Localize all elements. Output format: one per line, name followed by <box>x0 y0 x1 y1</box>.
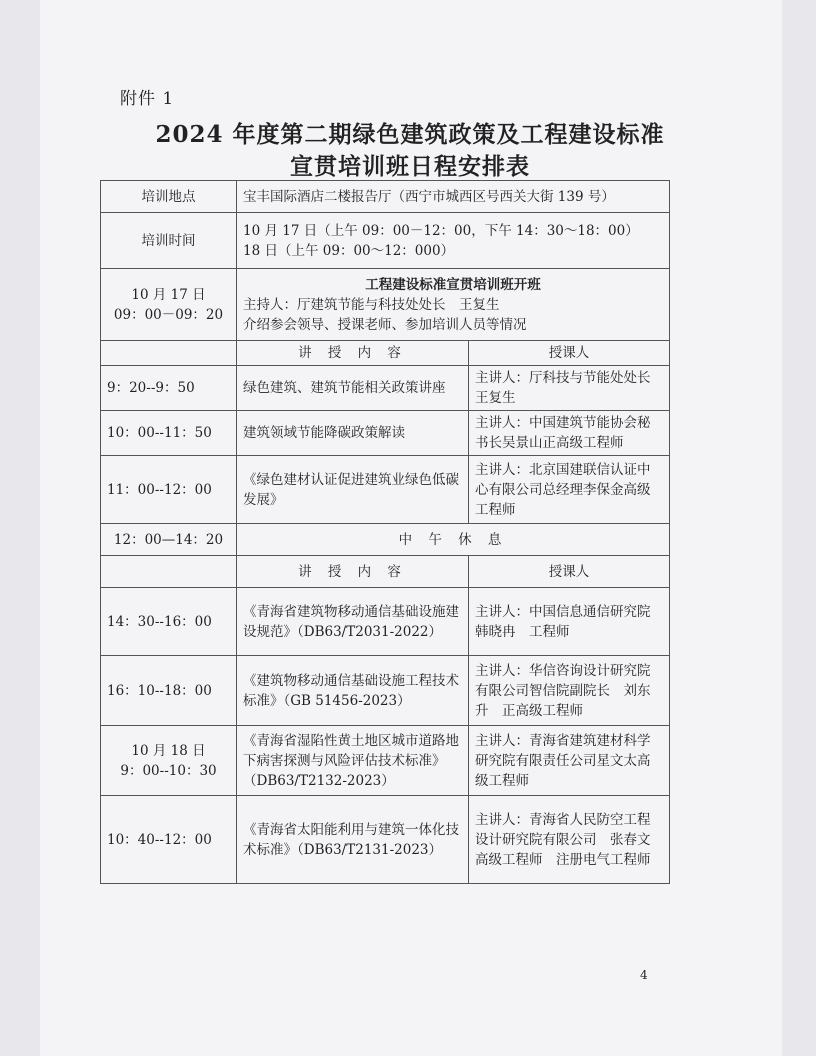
venue-label: 培训地点 <box>101 181 237 213</box>
opening-time: 09：00－09：20 <box>113 306 224 323</box>
lunch-time: 12：00—14：20 <box>101 524 237 556</box>
session-time: 10：40--12：00 <box>101 796 237 884</box>
session-topic: 《建筑物移动通信基础设施工程技术标准》（GB 51456-2023） <box>237 656 469 726</box>
session-lecturer: 主讲人：中国信息通信研究院 韩晓冉 工程师 <box>469 588 670 656</box>
page-number: 4 <box>640 968 648 982</box>
session-lecturer: 主讲人：中国建筑节能协会秘书长吴景山正高级工程师 <box>469 411 670 456</box>
session-topic: 《青海省建筑物移动通信基础设施建设规范》（DB63/T2031-2022） <box>237 588 469 656</box>
attachment-label: 附件 1 <box>120 89 175 109</box>
document-title-line2: 宣贯培训班日程安排表 <box>290 153 530 180</box>
session-date: 10 月 18 日 <box>131 742 206 759</box>
header-lecturer: 授课人 <box>469 556 670 588</box>
table-header-row <box>101 341 670 366</box>
session-row <box>101 588 670 656</box>
session-topic: 建筑领域节能降碳政策解读 <box>237 411 469 456</box>
opening-intro: 介绍参会领导、授课老师、参加培训人员等情况 <box>243 316 527 333</box>
document-title-line1: 2024 年度第二期绿色建筑政策及工程建设标准 <box>155 121 665 148</box>
session-lecturer: 主讲人：北京国建联信认证中心有限公司总经理李保金高级工程师 <box>469 456 670 524</box>
session-topic: 《青海省太阳能利用与建筑一体化技术标准》（DB63/T2131-2023） <box>237 796 469 884</box>
session-topic: 《绿色建材认证促进建筑业绿色低碳发展》 <box>237 456 469 524</box>
venue-value: 宝丰国际酒店二楼报告厅（西宁市城西区号西关大街 139 号） <box>237 181 670 213</box>
header-blank-cell <box>101 556 237 588</box>
lunch-label: 中 午 休 息 <box>237 524 670 556</box>
header-lecturer: 授课人 <box>469 341 670 366</box>
venue-row <box>101 181 670 213</box>
time-row <box>101 213 670 269</box>
session-row <box>101 656 670 726</box>
table-header-row <box>101 556 670 588</box>
session-topic: 《青海省湿陷性黄土地区城市道路地下病害探测与风险评估技术标准》（DB63/T2132-2023） <box>237 726 469 796</box>
header-content: 讲 授 内 容 <box>237 341 469 366</box>
header-content: 讲 授 内 容 <box>237 556 469 588</box>
session-lecturer: 主讲人：厅科技与节能处处长 王复生 <box>469 366 670 411</box>
session-time: 16：10--18：00 <box>101 656 237 726</box>
schedule-table <box>100 180 670 884</box>
opening-datetime <box>101 269 237 341</box>
opening-row <box>101 269 670 341</box>
session-time: 10：00--11：50 <box>101 411 237 456</box>
session-datetime <box>101 726 237 796</box>
session-row <box>101 796 670 884</box>
time-value <box>237 213 670 269</box>
opening-details <box>237 269 670 341</box>
opening-heading: 工程建设标准宣贯培训班开班 <box>365 276 541 293</box>
session-topic: 绿色建筑、建筑节能相关政策讲座 <box>237 366 469 411</box>
session-time: 11：00--12：00 <box>101 456 237 524</box>
session-time: 14：30--16：00 <box>101 588 237 656</box>
opening-date: 10 月 17 日 <box>131 286 206 303</box>
session-time: 9：20--9：50 <box>101 366 237 411</box>
session-row <box>101 411 670 456</box>
opening-host: 主持人：厅建筑节能与科技处处长 王复生 <box>243 296 500 313</box>
time-line2: 18 日（上午 09：00～12：000） <box>243 242 455 259</box>
session-lecturer: 主讲人：青海省人民防空工程设计研究院有限公司 张春文 高级工程师 注册电气工程师 <box>469 796 670 884</box>
time-label: 培训时间 <box>101 213 237 269</box>
header-blank-cell <box>101 341 237 366</box>
session-row <box>101 456 670 524</box>
session-row <box>101 726 670 796</box>
session-row <box>101 366 670 411</box>
time-line1: 10 月 17 日（上午 09：00－12：00，下午 14：30～18：00） <box>243 222 639 239</box>
lunch-row <box>101 524 670 556</box>
session-lecturer: 主讲人：青海省建筑建材科学研究院有限责任公司星文太高级工程师 <box>469 726 670 796</box>
session-time: 9：00--10：30 <box>120 762 217 779</box>
session-lecturer: 主讲人：华信咨询设计研究院有限公司智信院副院长 刘东升 正高级工程师 <box>469 656 670 726</box>
